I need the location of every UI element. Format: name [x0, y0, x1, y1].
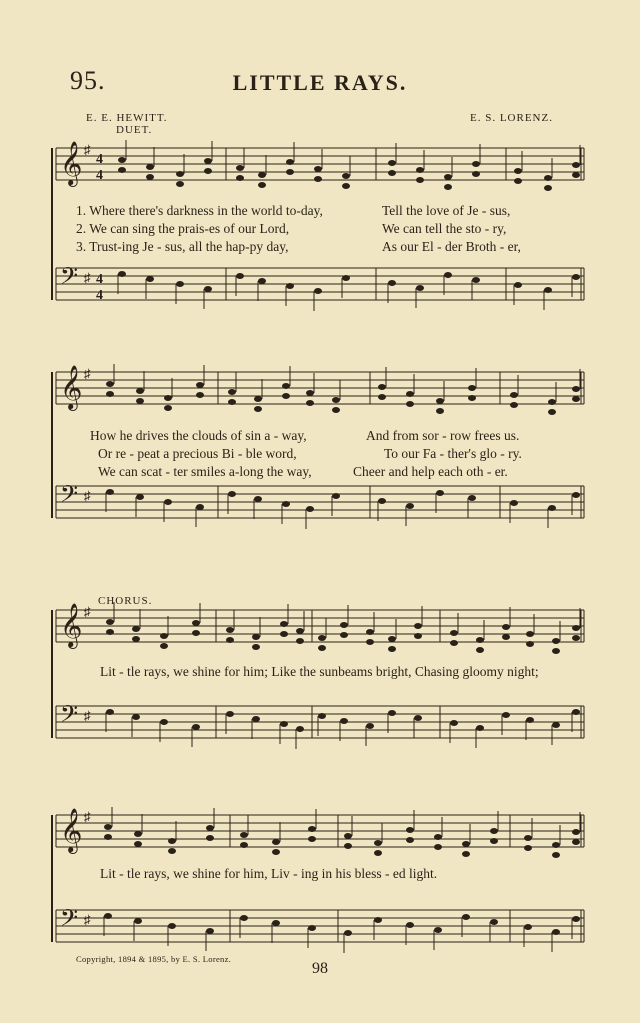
sharp-icon: ♯	[84, 912, 91, 927]
note-head-icon	[572, 172, 580, 178]
note-head-icon	[524, 924, 532, 930]
note-head-icon	[572, 916, 580, 922]
bass-clef-icon: 𝄢	[60, 700, 79, 733]
bass-clef-icon: 𝄢	[60, 904, 79, 937]
note-head-icon	[434, 844, 442, 850]
note-head-icon	[444, 272, 452, 278]
note-head-icon	[510, 392, 518, 398]
lyric-line-s1-v1: 1. Where there's darkness in the world to-day,	[76, 203, 323, 218]
note-head-icon	[502, 624, 510, 630]
note-head-icon	[572, 839, 580, 845]
note-head-icon	[434, 834, 442, 840]
note-head-icon	[510, 402, 518, 408]
treble-clef-icon: 𝄞	[60, 808, 83, 852]
note-head-icon	[472, 171, 480, 177]
note-head-icon	[416, 177, 424, 183]
note-head-icon	[176, 181, 184, 187]
note-head-icon	[572, 274, 580, 280]
note-head-icon	[272, 920, 280, 926]
composer-credit: E. S. LORENZ.	[470, 112, 553, 124]
note-head-icon	[572, 635, 580, 641]
note-head-icon	[196, 504, 204, 510]
note-head-icon	[544, 175, 552, 181]
bass-clef-icon: 𝄢	[60, 480, 79, 513]
note-head-icon	[490, 919, 498, 925]
note-head-icon	[332, 407, 340, 413]
note-head-icon	[134, 918, 142, 924]
note-head-icon	[196, 392, 204, 398]
lyric-line-s2-v3: We can scat - ter smiles a-long the way,	[98, 464, 312, 479]
note-head-icon	[378, 498, 386, 504]
note-head-icon	[204, 286, 212, 292]
note-head-icon	[160, 643, 168, 649]
hymn-number: 95.	[70, 66, 106, 95]
note-head-icon	[366, 639, 374, 645]
note-head-icon	[332, 397, 340, 403]
sharp-icon: ♯	[84, 708, 91, 723]
note-head-icon	[146, 164, 154, 170]
note-head-icon	[468, 395, 476, 401]
note-head-icon	[206, 825, 214, 831]
note-head-icon	[226, 627, 234, 633]
note-head-icon	[444, 184, 452, 190]
note-head-icon	[258, 278, 266, 284]
treble-staff	[56, 808, 584, 854]
note-head-icon	[476, 637, 484, 643]
note-head-icon	[572, 625, 580, 631]
note-head-icon	[502, 712, 510, 718]
copyright-notice: Copyright, 1894 & 1895, by E. S. Lorenz.	[76, 954, 232, 964]
note-head-icon	[282, 501, 290, 507]
note-head-icon	[252, 716, 260, 722]
bass-staff	[56, 480, 584, 518]
note-head-icon	[572, 829, 580, 835]
note-head-icon	[318, 713, 326, 719]
note-head-icon	[104, 824, 112, 830]
note-head-icon	[548, 399, 556, 405]
note-head-icon	[388, 636, 396, 642]
note-head-icon	[572, 396, 580, 402]
note-head-icon	[192, 620, 200, 626]
note-head-icon	[196, 382, 204, 388]
note-head-icon	[272, 849, 280, 855]
note-head-icon	[344, 843, 352, 849]
note-head-icon	[240, 842, 248, 848]
note-head-icon	[552, 842, 560, 848]
note-head-icon	[436, 398, 444, 404]
chorus-label: CHORUS.	[98, 595, 153, 607]
note-head-icon	[472, 277, 480, 283]
note-head-icon	[374, 840, 382, 846]
note-head-icon	[106, 391, 114, 397]
lyric-line-s1-v1-right: Tell the love of Je - sus,	[382, 203, 511, 218]
note-head-icon	[468, 495, 476, 501]
note-head-icon	[416, 285, 424, 291]
note-head-icon	[572, 162, 580, 168]
note-head-icon	[388, 280, 396, 286]
note-head-icon	[236, 165, 244, 171]
note-head-icon	[306, 390, 314, 396]
note-head-icon	[228, 389, 236, 395]
note-head-icon	[252, 634, 260, 640]
note-head-icon	[228, 491, 236, 497]
treble-clef-icon: 𝄞	[60, 603, 83, 647]
note-head-icon	[388, 170, 396, 176]
note-head-icon	[468, 385, 476, 391]
note-head-icon	[306, 400, 314, 406]
note-head-icon	[476, 725, 484, 731]
note-head-icon	[308, 836, 316, 842]
note-head-icon	[514, 168, 522, 174]
note-head-icon	[476, 647, 484, 653]
bass-staff	[56, 262, 584, 303]
note-head-icon	[462, 914, 470, 920]
note-head-icon	[168, 848, 176, 854]
note-head-icon	[414, 633, 422, 639]
note-head-icon	[406, 391, 414, 397]
lyric-line-s1-v3-right: As our El - der Broth - er,	[382, 239, 521, 254]
note-head-icon	[280, 721, 288, 727]
sharp-icon: ♯	[84, 142, 91, 157]
note-head-icon	[378, 384, 386, 390]
note-head-icon	[272, 839, 280, 845]
note-head-icon	[146, 276, 154, 282]
note-head-icon	[280, 631, 288, 637]
note-head-icon	[552, 722, 560, 728]
sharp-icon: ♯	[84, 604, 91, 619]
note-head-icon	[192, 724, 200, 730]
note-head-icon	[226, 711, 234, 717]
note-head-icon	[118, 167, 126, 173]
sharp-icon: ♯	[84, 270, 91, 285]
note-head-icon	[282, 393, 290, 399]
note-head-icon	[342, 173, 350, 179]
sharp-icon: ♯	[84, 809, 91, 824]
note-head-icon	[254, 396, 262, 402]
note-head-icon	[366, 629, 374, 635]
note-head-icon	[240, 915, 248, 921]
author-credit: E. E. HEWITT.	[86, 112, 168, 124]
lyric-line-s3: Lit - tle rays, we shine for him; Like the sunbeams bright, Chasing gloomy night;	[100, 664, 539, 679]
note-head-icon	[462, 851, 470, 857]
note-head-icon	[176, 281, 184, 287]
lyric-line-s1-v2: 2. We can sing the prais-es of our Lord,	[76, 221, 290, 236]
note-head-icon	[134, 841, 142, 847]
note-head-icon	[306, 506, 314, 512]
note-head-icon	[226, 637, 234, 643]
bass-clef-icon: 𝄢	[60, 262, 79, 295]
treble-staff	[56, 365, 584, 411]
note-head-icon	[252, 644, 260, 650]
note-head-icon	[282, 383, 290, 389]
note-head-icon	[434, 927, 442, 933]
note-head-icon	[176, 171, 184, 177]
note-head-icon	[160, 719, 168, 725]
note-head-icon	[450, 640, 458, 646]
note-head-icon	[544, 287, 552, 293]
note-head-icon	[236, 175, 244, 181]
note-head-icon	[286, 169, 294, 175]
note-head-icon	[192, 630, 200, 636]
note-head-icon	[552, 648, 560, 654]
note-head-icon	[258, 182, 266, 188]
note-head-icon	[548, 505, 556, 511]
note-head-icon	[548, 409, 556, 415]
note-head-icon	[366, 723, 374, 729]
note-head-icon	[526, 641, 534, 647]
time-signature-icon: 4	[96, 272, 103, 287]
note-head-icon	[118, 157, 126, 163]
note-head-icon	[342, 275, 350, 281]
note-head-icon	[340, 718, 348, 724]
note-head-icon	[118, 271, 126, 277]
note-head-icon	[136, 388, 144, 394]
note-head-icon	[502, 634, 510, 640]
note-head-icon	[318, 635, 326, 641]
note-head-icon	[436, 490, 444, 496]
note-head-icon	[552, 929, 560, 935]
note-head-icon	[344, 833, 352, 839]
note-head-icon	[308, 826, 316, 832]
note-head-icon	[258, 172, 266, 178]
note-head-icon	[286, 283, 294, 289]
note-head-icon	[572, 492, 580, 498]
note-head-icon	[318, 645, 326, 651]
page-number: 98	[312, 960, 328, 977]
note-head-icon	[524, 835, 532, 841]
hymn-title: LITTLE RAYS.	[232, 70, 408, 95]
note-head-icon	[526, 717, 534, 723]
lyric-line-s1-v2-right: We can tell the sto - ry,	[382, 221, 507, 236]
treble-clef-icon: 𝄞	[60, 141, 83, 185]
note-head-icon	[406, 503, 414, 509]
note-head-icon	[572, 386, 580, 392]
note-head-icon	[296, 638, 304, 644]
note-head-icon	[308, 925, 316, 931]
note-head-icon	[444, 174, 452, 180]
note-head-icon	[406, 827, 414, 833]
note-head-icon	[160, 633, 168, 639]
note-head-icon	[136, 398, 144, 404]
note-head-icon	[450, 630, 458, 636]
note-head-icon	[314, 288, 322, 294]
note-head-icon	[136, 494, 144, 500]
note-head-icon	[106, 709, 114, 715]
note-head-icon	[236, 273, 244, 279]
note-head-icon	[146, 174, 154, 180]
note-head-icon	[286, 159, 294, 165]
note-head-icon	[204, 158, 212, 164]
note-head-icon	[164, 405, 172, 411]
note-head-icon	[164, 499, 172, 505]
note-head-icon	[206, 928, 214, 934]
note-head-icon	[374, 850, 382, 856]
note-head-icon	[552, 852, 560, 858]
note-head-icon	[514, 178, 522, 184]
note-head-icon	[240, 832, 248, 838]
note-head-icon	[462, 841, 470, 847]
sharp-icon: ♯	[84, 366, 91, 381]
note-head-icon	[572, 709, 580, 715]
note-head-icon	[296, 628, 304, 634]
note-head-icon	[342, 183, 350, 189]
note-head-icon	[164, 395, 172, 401]
note-head-icon	[340, 632, 348, 638]
note-head-icon	[314, 176, 322, 182]
duet-label: DUET.	[116, 124, 153, 136]
note-head-icon	[228, 399, 236, 405]
lyric-line-s2-v1-right: And from sor - row frees us.	[366, 428, 520, 443]
treble-clef-icon: 𝄞	[60, 365, 83, 409]
note-head-icon	[526, 631, 534, 637]
note-head-icon	[344, 930, 352, 936]
note-head-icon	[552, 638, 560, 644]
sharp-icon: ♯	[84, 488, 91, 503]
lyric-line-s2-v2: Or re - peat a precious Bi - ble word,	[98, 446, 297, 461]
note-head-icon	[472, 161, 480, 167]
note-head-icon	[406, 837, 414, 843]
note-head-icon	[254, 496, 262, 502]
note-head-icon	[416, 167, 424, 173]
note-head-icon	[254, 406, 262, 412]
note-head-icon	[388, 646, 396, 652]
note-head-icon	[490, 838, 498, 844]
note-head-icon	[332, 493, 340, 499]
note-head-icon	[374, 917, 382, 923]
lyric-line-s2-v3-right: Cheer and help each oth - er.	[353, 464, 508, 479]
note-head-icon	[314, 166, 322, 172]
note-head-icon	[406, 922, 414, 928]
note-head-icon	[132, 626, 140, 632]
note-head-icon	[168, 838, 176, 844]
time-signature-icon: 4	[96, 168, 103, 183]
note-head-icon	[296, 726, 304, 732]
time-signature-icon: 4	[96, 288, 103, 303]
note-head-icon	[524, 845, 532, 851]
note-head-icon	[134, 831, 142, 837]
note-head-icon	[450, 720, 458, 726]
note-head-icon	[406, 401, 414, 407]
note-head-icon	[106, 489, 114, 495]
note-head-icon	[388, 710, 396, 716]
lyric-line-s2-v2-right: To our Fa - ther's glo - ry.	[384, 446, 522, 461]
note-head-icon	[544, 185, 552, 191]
note-head-icon	[514, 282, 522, 288]
lyric-line-s4: Lit - tle rays, we shine for him, Liv - ing in his bless - ed light.	[100, 866, 438, 881]
note-head-icon	[414, 623, 422, 629]
lyric-line-s1-v3: 3. Trust-ing Je - sus, all the hap-py day,	[76, 239, 289, 254]
note-head-icon	[510, 500, 518, 506]
note-head-icon	[436, 408, 444, 414]
time-signature-icon: 4	[96, 152, 103, 167]
note-head-icon	[106, 381, 114, 387]
note-head-icon	[132, 714, 140, 720]
note-head-icon	[280, 621, 288, 627]
note-head-icon	[106, 629, 114, 635]
note-head-icon	[378, 394, 386, 400]
note-head-icon	[206, 835, 214, 841]
note-head-icon	[490, 828, 498, 834]
lyric-line-s2-v1: How he drives the clouds of sin a - way,	[90, 428, 307, 443]
note-head-icon	[340, 622, 348, 628]
note-head-icon	[132, 636, 140, 642]
note-head-icon	[104, 913, 112, 919]
note-head-icon	[106, 619, 114, 625]
note-head-icon	[168, 923, 176, 929]
note-head-icon	[414, 715, 422, 721]
note-head-icon	[204, 168, 212, 174]
note-head-icon	[104, 834, 112, 840]
note-head-icon	[388, 160, 396, 166]
